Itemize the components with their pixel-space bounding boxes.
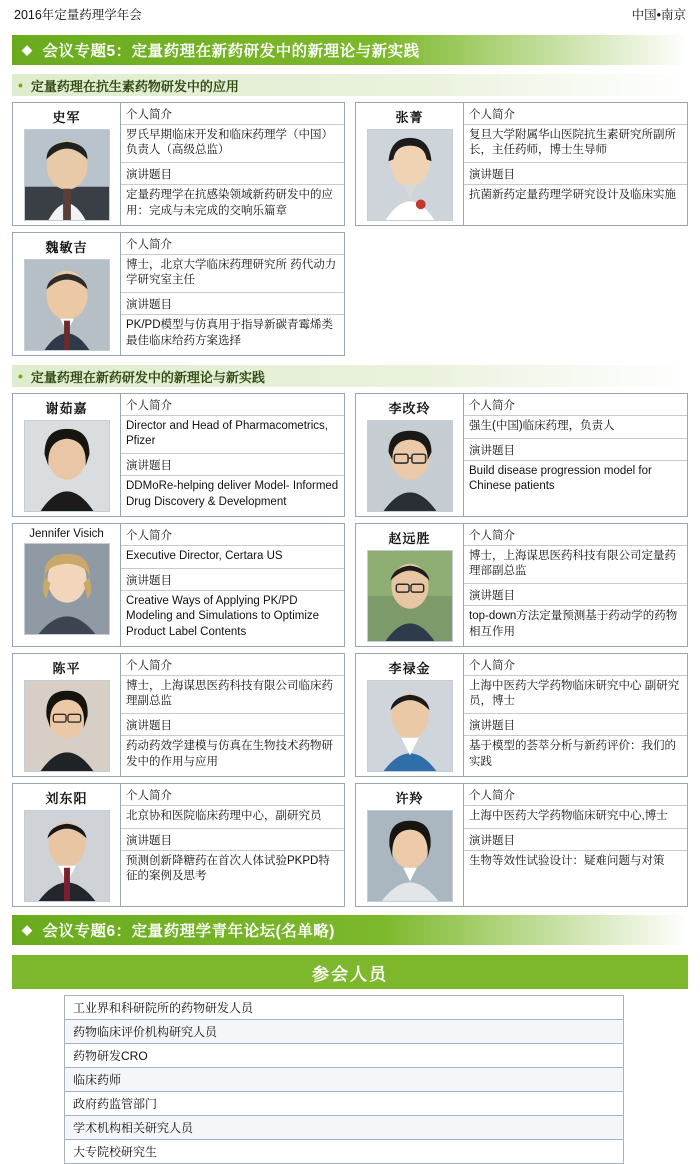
speaker-details xyxy=(121,394,344,516)
speaker-details xyxy=(121,233,344,355)
talk-label: 演讲题目 xyxy=(121,163,344,185)
talk-label: 演讲题目 xyxy=(464,163,687,185)
bullet-icon: • xyxy=(18,77,23,93)
speaker-name: 史军 xyxy=(52,110,81,125)
speaker-name: 谢茹嘉 xyxy=(45,401,88,416)
speaker-identity xyxy=(356,103,464,225)
bio-label: 个人简介 xyxy=(121,233,344,255)
bio-label: 个人简介 xyxy=(121,654,344,676)
talk-text: DDMoRe-helping deliver Model- Informed Drug Discovery & Development xyxy=(126,480,339,508)
bio-text: 博士，北京大学临床药理研究所 药代动力学研究室主任 xyxy=(121,255,344,293)
speaker-card xyxy=(12,653,345,777)
speaker-identity xyxy=(13,524,121,646)
speaker-details xyxy=(464,394,687,516)
speaker-name: 赵远胜 xyxy=(388,531,431,546)
header-location: 中国•南京 xyxy=(631,8,686,22)
list-item: 学术机构相关研究人员 xyxy=(65,1116,623,1140)
attendees-list xyxy=(64,995,624,1164)
speaker-identity xyxy=(356,524,464,646)
header-title: 2016年定量药理学年会 xyxy=(14,8,142,22)
bio-label: 个人简介 xyxy=(464,524,687,546)
speaker-details xyxy=(121,524,344,646)
bio-label: 个人简介 xyxy=(121,784,344,806)
list-item: 药物临床评价机构研究人员 xyxy=(65,1020,623,1044)
bio-text: Director and Head of Pharmacometrics, Pfizer xyxy=(121,416,344,454)
diamond-icon: ◆ xyxy=(22,922,33,937)
talk-label: 演讲题目 xyxy=(121,714,344,736)
talk-label: 演讲题目 xyxy=(121,569,344,591)
bullet-icon: • xyxy=(18,368,23,384)
talk-text: PK/PD模型与仿真用于指导新碳青霉烯类最佳临床给药方案选择 xyxy=(126,319,334,347)
speaker-photo xyxy=(367,680,453,772)
speaker-grid-1 xyxy=(12,102,688,356)
speaker-details xyxy=(464,524,687,646)
bio-text: 复旦大学附属华山医院抗生素研究所副所长，主任药师，博士生导师 xyxy=(464,125,687,163)
subsection-heading-2-label: 定量药理在新药研发中的新理论与新实践 xyxy=(30,369,265,385)
speaker-details xyxy=(121,784,344,906)
talk-label: 演讲题目 xyxy=(464,584,687,606)
speaker-photo xyxy=(24,680,110,772)
speaker-photo xyxy=(24,129,110,221)
speaker-name: 许羚 xyxy=(395,791,424,806)
speaker-identity xyxy=(13,103,121,225)
speaker-identity xyxy=(13,654,121,776)
talk-text: 定量药理学在抗感染领域新药研发中的应用：完成与未完成的交响乐篇章 xyxy=(126,189,333,217)
speaker-card xyxy=(12,783,345,907)
bio-text: 上海中医药大学药物临床研究中心,博士 xyxy=(464,806,687,829)
speaker-details xyxy=(121,654,344,776)
page-header xyxy=(12,0,688,27)
speaker-details xyxy=(464,103,687,225)
talk-label: 演讲题目 xyxy=(464,439,687,461)
talk-text: 基于模型的荟萃分析与新药评价：我们的实践 xyxy=(469,740,676,768)
speaker-name: 刘东阳 xyxy=(45,791,88,806)
section-banner-5-label: 会议专题5：定量药理在新药研发中的新理论与新实践 xyxy=(42,43,420,60)
speaker-identity xyxy=(356,654,464,776)
bio-label: 个人简介 xyxy=(464,784,687,806)
speaker-name: 李禄金 xyxy=(388,661,431,676)
bio-label: 个人简介 xyxy=(121,524,344,546)
speaker-card xyxy=(355,102,688,226)
speaker-photo xyxy=(367,129,453,221)
section-banner-5 xyxy=(12,35,688,65)
talk-label: 演讲题目 xyxy=(464,714,687,736)
list-item: 政府药监管部门 xyxy=(65,1092,623,1116)
speaker-photo xyxy=(24,420,110,512)
section-banner-6-label: 会议专题6：定量药理学青年论坛(名单略) xyxy=(42,923,335,940)
bio-text: 罗氏早期临床开发和临床药理学（中国）负责人（高级总监） xyxy=(121,125,344,163)
bio-text: 强生(中国)临床药理，负责人 xyxy=(464,416,687,439)
subsection-heading-1 xyxy=(12,74,688,96)
speaker-card xyxy=(12,232,345,356)
list-item: 大专院校研究生 xyxy=(65,1140,623,1164)
speaker-identity xyxy=(356,784,464,906)
bio-label: 个人简介 xyxy=(464,103,687,125)
diamond-icon: ◆ xyxy=(22,42,33,57)
bio-label: 个人简介 xyxy=(464,654,687,676)
talk-text: top-down方法定量预测基于药动学的药物相互作用 xyxy=(469,610,678,638)
speaker-photo xyxy=(367,550,453,642)
talk-label: 演讲题目 xyxy=(121,454,344,476)
speaker-identity xyxy=(356,394,464,516)
speaker-name: 张菁 xyxy=(395,110,424,125)
speaker-details xyxy=(121,103,344,225)
speaker-photo xyxy=(24,810,110,902)
talk-text: 药动药效学建模与仿真在生物技术药物研发中的作用与应用 xyxy=(126,740,333,768)
bio-text: 博士，上海谋思医药科技有限公司定量药理部副总监 xyxy=(464,546,687,584)
speaker-photo xyxy=(24,543,110,635)
bio-text: Executive Director, Certara US xyxy=(121,546,344,569)
speaker-photo xyxy=(367,810,453,902)
talk-text: 生物等效性试验设计：疑难问题与对策 xyxy=(469,855,665,868)
speaker-photo xyxy=(367,420,453,512)
list-item: 临床药师 xyxy=(65,1068,623,1092)
speaker-name: 李改玲 xyxy=(388,401,431,416)
header-row xyxy=(12,0,688,27)
talk-label: 演讲题目 xyxy=(121,293,344,315)
talk-text: 预测创新降糖药在首次人体试验PKPD特征的案例及思考 xyxy=(126,855,330,883)
talk-label: 演讲题目 xyxy=(121,829,344,851)
speaker-card xyxy=(355,783,688,907)
speaker-grid-2 xyxy=(12,393,688,907)
speaker-card xyxy=(355,653,688,777)
list-item: 药物研发CRO xyxy=(65,1044,623,1068)
speaker-photo xyxy=(24,259,110,351)
speaker-name: 陈平 xyxy=(52,661,81,676)
talk-text: 抗菌新药定量药理学研究设计及临床实施 xyxy=(469,189,676,202)
talk-text: Creative Ways of Applying PK/PD Modeling and Simulations to Optimize Product Label Contents xyxy=(126,595,320,638)
speaker-card xyxy=(12,523,345,647)
talk-label: 演讲题目 xyxy=(464,829,687,851)
bio-text: 博士，上海谋思医药科技有限公司临床药理副总监 xyxy=(121,676,344,714)
list-item: 工业界和科研院所的药物研发人员 xyxy=(65,996,623,1020)
bio-label: 个人简介 xyxy=(121,394,344,416)
speaker-name: 魏敏吉 xyxy=(45,240,88,255)
speaker-name: Jennifer Visich xyxy=(29,528,104,540)
talk-text: Build disease progression model for Chinese patients xyxy=(469,465,652,493)
subsection-heading-2 xyxy=(12,365,688,387)
subsection-heading-1-label: 定量药理在抗生素药物研发中的应用 xyxy=(30,78,239,94)
speaker-card xyxy=(355,393,688,517)
bio-label: 个人简介 xyxy=(464,394,687,416)
bio-label: 个人简介 xyxy=(121,103,344,125)
bio-text: 上海中医药大学药物临床研究中心 副研究员，博士 xyxy=(464,676,687,714)
bio-text: 北京协和医院临床药理中心，副研究员 xyxy=(121,806,344,829)
speaker-details xyxy=(464,784,687,906)
speaker-identity xyxy=(13,784,121,906)
speaker-card xyxy=(355,523,688,647)
speaker-identity xyxy=(13,394,121,516)
speaker-card xyxy=(12,393,345,517)
section-banner-6 xyxy=(12,915,688,945)
speaker-details xyxy=(464,654,687,776)
attendees-title: 参会人员 xyxy=(12,955,688,989)
speaker-card xyxy=(12,102,345,226)
speaker-identity xyxy=(13,233,121,355)
